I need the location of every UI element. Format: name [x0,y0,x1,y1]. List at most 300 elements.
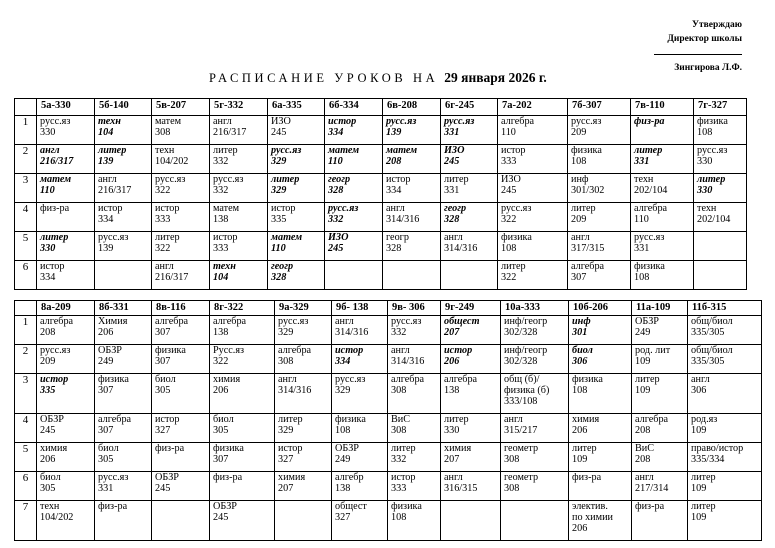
header-corner-cell [15,99,37,116]
lesson-cell [210,414,275,443]
subject-name: ОБЗР [213,501,237,512]
subject-name: литер [634,145,663,156]
room-number: 139 [386,127,402,138]
room-number-extra: 206 [572,523,588,534]
subject-name: истор [386,174,411,185]
subject-name: род. лит [635,345,671,356]
lesson-cell [268,203,325,232]
lesson-cell [498,232,568,261]
lesson-cell [152,316,210,345]
room-number: 109 [635,356,651,367]
subject-name: инф [571,174,589,185]
lesson-number: 3 [15,374,37,414]
subject-name: физ-ра [155,443,185,454]
room-number: 333 [155,214,171,225]
room-number: 206 [444,356,460,367]
room-number: 332 [391,327,407,338]
subject-name: физика [213,443,244,454]
room-number: 335 [271,214,287,225]
room-number: 108 [501,243,517,254]
room-number: 335 [40,385,56,396]
class-header-cell: 7г-327 [694,99,747,116]
subject-name: англ [213,116,232,127]
lesson-cell [688,316,762,345]
subject-name: физика [155,345,186,356]
lesson-cell [210,316,275,345]
subject-name: электив. [572,501,608,512]
room-number: 314/316 [444,243,478,254]
room-number: 331 [444,127,460,138]
lesson-cell [388,443,441,472]
subject-name: физ-ра [213,472,243,483]
room-number: 104 [213,272,229,283]
lesson-cell [275,443,332,472]
lesson-row [15,316,762,345]
lesson-cell [37,472,95,501]
lesson-cell [210,345,275,374]
lesson-cell [95,145,152,174]
subject-name: русс.яз [213,174,244,185]
lesson-cell [388,345,441,374]
lesson-cell [632,345,688,374]
room-number: 216/317 [213,127,247,138]
subject-name: химия [278,472,306,483]
room-number: 329 [278,327,294,338]
room-number: 332 [213,156,229,167]
subject-name: русс.яз [328,203,359,214]
lesson-row [15,261,747,290]
room-number: 207 [278,483,294,494]
subject-name: Русс.яз [213,345,245,356]
lesson-cell [210,443,275,472]
room-number: 245 [444,156,460,167]
subject-name: физ-ра [98,501,128,512]
room-number: 249 [635,327,651,338]
room-number: 330 [40,127,56,138]
room-number: 331 [634,156,650,167]
room-number: 308 [391,385,407,396]
subject-name: химия [572,414,600,425]
subject-name: англ [691,374,710,385]
room-number: 110 [501,127,516,138]
subject-name: биол [213,414,234,425]
lesson-cell [325,203,383,232]
subject-name: алгебра [40,316,74,327]
lesson-cell [441,203,498,232]
room-number: 245 [328,243,344,254]
lesson-cell [631,232,694,261]
class-header-cell: 8а-209 [37,301,95,316]
approval-line1: Утверждаю [692,20,742,30]
lesson-cell [268,232,325,261]
room-number: 245 [155,483,171,494]
lesson-number: 7 [15,501,37,541]
subject-name: англ [98,174,117,185]
subject-name: ВиС [635,443,655,454]
subject-name: русс.яз [697,145,728,156]
subject-name: русс.яз [501,203,532,214]
subject-name: техн [40,501,60,512]
room-number: 314/316 [391,356,425,367]
subject-name: ОБЗР [335,443,359,454]
room-number: 330 [40,243,56,254]
subject-name: истор [271,203,296,214]
class-header-cell: 6а-335 [268,99,325,116]
lesson-row [15,443,762,472]
subject-name: русс.яз [278,316,309,327]
lesson-row [15,116,747,145]
room-number: 327 [335,512,351,523]
lesson-number: 1 [15,316,37,345]
lesson-cell [95,116,152,145]
lesson-number: 5 [15,443,37,472]
lesson-cell [152,472,210,501]
lesson-cell [332,414,388,443]
room-number: 302/328 [504,327,538,338]
subject-name: общест [335,501,367,512]
page-title [209,70,547,86]
lesson-cell [210,261,268,290]
signature-line [654,46,742,55]
room-number: 327 [155,425,171,436]
lesson-cell [152,116,210,145]
subject-name: литер [697,174,726,185]
lesson-cell [694,116,747,145]
lesson-number: 6 [15,261,37,290]
subject-name: русс.яз [391,316,422,327]
room-number: 245 [213,512,229,523]
room-number: 306 [572,356,588,367]
subject-name: литер [635,374,660,385]
subject-name: алгебра [571,261,605,272]
lesson-cell [568,203,631,232]
lesson-cell [568,232,631,261]
room-number: 249 [335,454,351,465]
room-number: 249 [98,356,114,367]
lesson-cell [694,174,747,203]
subject-name: русс.яз [98,232,129,243]
room-number: 328 [328,185,344,196]
room-number: 306 [691,385,707,396]
room-number: 328 [386,243,402,254]
subject-name: истор [155,203,180,214]
room-number: 305 [40,483,56,494]
subject-name: алгебр [335,472,364,483]
subject-name: русс.яз [40,116,71,127]
subject-name: химия [444,443,472,454]
room-number: 333 [501,156,517,167]
room-number: 329 [278,425,294,436]
lesson-cell [152,374,210,414]
subject-name: ВиС [391,414,411,425]
room-number: 305 [98,454,114,465]
lesson-cell [632,374,688,414]
lesson-cell [498,145,568,174]
lesson-cell [37,414,95,443]
lesson-cell [388,316,441,345]
lesson-cell [332,472,388,501]
subject-name: англ [155,261,174,272]
subject-name: русс.яз [571,116,602,127]
subject-name: алгебра [213,316,247,327]
lesson-cell [688,414,762,443]
room-number: 316/315 [444,483,478,494]
subject-name: истор [40,374,69,385]
room-number: 329 [335,385,351,396]
lesson-number: 4 [15,203,37,232]
room-number: 308 [278,356,294,367]
subject-name: истор [501,145,526,156]
subject-name: литер [278,414,303,425]
room-number: 307 [98,385,114,396]
lesson-cell [210,501,275,541]
lesson-row [15,345,762,374]
approval-signer: Зингирова Л.Ф. [674,63,742,73]
class-header-cell: 10б-206 [569,301,632,316]
room-number: 307 [213,454,229,465]
room-number: 302/328 [504,356,538,367]
lesson-cell [152,443,210,472]
lesson-cell [95,203,152,232]
lesson-cell [268,174,325,203]
room-number: 109 [691,512,707,523]
schedule-table-grades-8-11 [14,300,762,541]
lesson-cell [569,472,632,501]
lesson-number: 2 [15,345,37,374]
subject-name: физика [571,145,602,156]
room-number: 108 [572,385,588,396]
lesson-cell [275,501,332,541]
schedule-table-grades-5-7 [14,98,747,290]
subject-name: истор [278,443,303,454]
subject-name: право/истор [691,443,744,454]
lesson-cell [383,203,441,232]
subject-name: ИЗО [501,174,521,185]
room-number: 110 [40,185,55,196]
subject-name: физика [335,414,366,425]
subject-name: русс.яз [386,116,417,127]
room-number: 333 [213,243,229,254]
subject-name: инф/геогр [504,345,548,356]
room-number: 308 [504,454,520,465]
subject-name: физика [634,261,665,272]
lesson-cell [37,145,95,174]
lesson-cell [275,414,332,443]
class-header-cell: 7б-307 [568,99,631,116]
room-number: 335/334 [691,454,725,465]
lesson-cell [441,345,501,374]
room-number: 314/316 [278,385,312,396]
lesson-cell [37,174,95,203]
room-number: 245 [501,185,517,196]
subject-name: русс.яз [444,116,475,127]
subject-name: инф/геогр [504,316,548,327]
lesson-cell [332,501,388,541]
room-number: 108 [634,272,650,283]
subject-name: литер [40,232,69,243]
lesson-cell [388,414,441,443]
lesson-row [15,174,747,203]
lesson-cell [152,414,210,443]
lesson-cell [37,345,95,374]
room-number: 206 [98,327,114,338]
room-number: 208 [386,156,402,167]
subject-name: Химия [98,316,128,327]
lesson-row [15,501,762,541]
subject-name: ОБЗР [98,345,122,356]
room-number: 332 [213,185,229,196]
lesson-row [15,232,747,261]
lesson-cell [631,116,694,145]
class-header-cell: 5в-207 [152,99,210,116]
room-number: 209 [571,127,587,138]
subject-name: биол [98,443,119,454]
lesson-cell [388,374,441,414]
lesson-cell [631,145,694,174]
room-number: 307 [98,425,114,436]
subject-name: англ [278,374,297,385]
lesson-cell [568,145,631,174]
approval-line2: Директор школы [667,34,742,44]
subject-name: литер [155,232,180,243]
lesson-number: 6 [15,472,37,501]
subject-name: физика [98,374,129,385]
lesson-cell [501,374,569,414]
class-header-cell: 9б- 138 [332,301,388,316]
lesson-cell [568,116,631,145]
lesson-cell [383,116,441,145]
subject-name: алгебра [155,316,189,327]
lesson-cell [383,261,441,290]
room-number: 335/305 [691,327,725,338]
lesson-cell [268,116,325,145]
subject-name: истор [391,472,416,483]
lesson-cell [688,374,762,414]
subject-name: геогр [444,203,467,214]
room-number: 305 [213,425,229,436]
subject-name: матем [386,145,418,156]
lesson-cell [694,232,747,261]
subject-name: матем [213,203,240,214]
room-number: 216/317 [40,156,74,167]
lesson-cell [498,261,568,290]
subject-name: ИЗО [271,116,291,127]
lesson-cell [631,203,694,232]
subject-name: химия [40,443,68,454]
room-number: 245 [271,127,287,138]
lesson-cell [569,501,632,541]
lesson-cell [632,501,688,541]
room-number: 330 [444,425,460,436]
subject-name: ОБЗР [635,316,659,327]
room-number: 322 [501,272,517,283]
subject-name: русс.яз [40,345,71,356]
room-number-extra: 333/108 [504,396,538,407]
room-number: 315/217 [504,425,538,436]
room-number: 335/305 [691,356,725,367]
lesson-cell [210,116,268,145]
subject-name: алгебра [278,345,312,356]
lesson-cell [95,501,152,541]
room-number: 330 [697,156,713,167]
title-text: РАСПИСАНИЕ УРОКОВ НА [209,71,439,85]
subject-name: литер [572,443,597,454]
lesson-cell [275,316,332,345]
class-header-cell: 7а-202 [498,99,568,116]
room-number: 109 [691,483,707,494]
room-number: 209 [571,214,587,225]
room-number: 206 [572,425,588,436]
subject-name: англ [504,414,523,425]
subject-name: литер [271,174,300,185]
subject-name: истор [335,345,364,356]
subject-name: англ [40,145,60,156]
lesson-cell [631,174,694,203]
subject-name: геометр [504,443,539,454]
room-number: 202/104 [634,185,668,196]
lesson-cell [152,145,210,174]
lesson-cell [37,316,95,345]
room-number: 110 [271,243,286,254]
subject-name: истор [444,345,473,356]
lesson-cell [498,174,568,203]
subject-name: матем [40,174,72,185]
lesson-cell [332,316,388,345]
lesson-cell [152,345,210,374]
lesson-cell [325,232,383,261]
room-number: 138 [335,483,351,494]
lesson-cell [95,374,152,414]
subject-name: литер [444,174,469,185]
room-number: 301 [572,327,588,338]
room-number: 139 [98,156,114,167]
subject-name: русс.яз [634,232,665,243]
subject-name: геогр [271,261,294,272]
subject-name: физика [572,374,603,385]
subject-name: англ [444,472,463,483]
lesson-cell [501,316,569,345]
room-number: 108 [571,156,587,167]
class-header-cell: 11б-315 [688,301,762,316]
subject-name: русс.яз [155,174,186,185]
subject-name: общест [444,316,480,327]
room-number: физика (б) [504,385,550,396]
lesson-cell [95,174,152,203]
lesson-cell [501,501,569,541]
room-number: 301/302 [571,185,605,196]
class-header-cell: 9в- 306 [388,301,441,316]
title-date: 29 января 2026 г. [444,70,547,85]
lesson-cell [95,345,152,374]
lesson-cell [268,261,325,290]
lesson-cell [152,174,210,203]
class-header-cell: 8в-116 [152,301,210,316]
lesson-cell [152,501,210,541]
lesson-cell [569,374,632,414]
subject-name: матем [271,232,303,243]
room-number: 207 [444,327,460,338]
lesson-cell [325,174,383,203]
room-number: 108 [697,127,713,138]
lesson-cell [325,261,383,290]
lesson-cell [37,232,95,261]
room-number: 208 [635,425,651,436]
lesson-cell [441,232,498,261]
lesson-cell [210,174,268,203]
lesson-cell [441,174,498,203]
subject-name: род.яз [691,414,718,425]
lesson-cell [268,145,325,174]
